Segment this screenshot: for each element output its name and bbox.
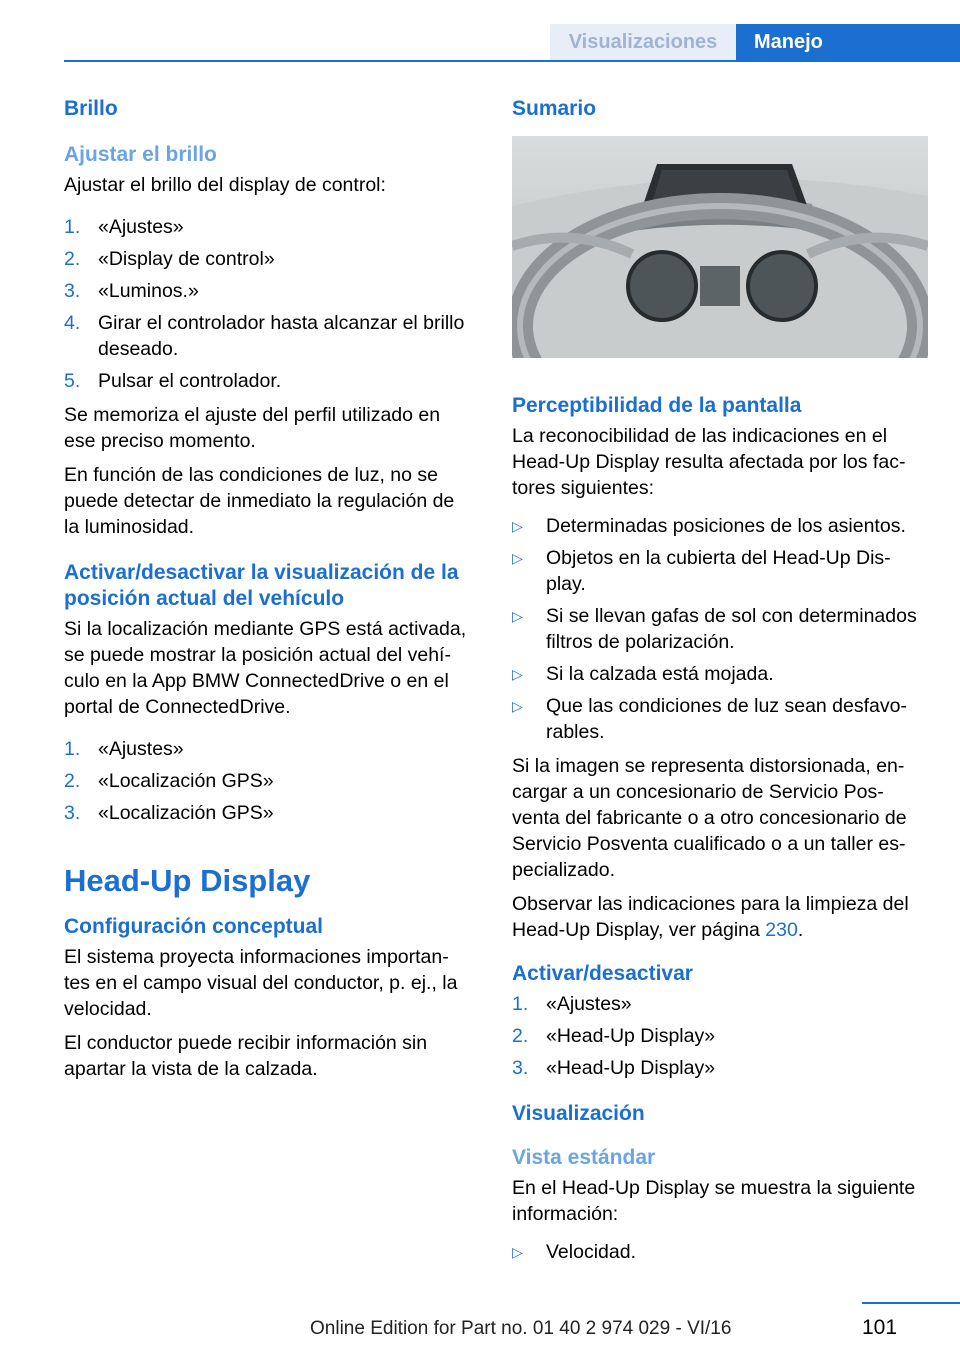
header-rule <box>64 60 960 62</box>
triangle-bullet-icon: ▷ <box>512 698 523 714</box>
hud-steps-list <box>512 991 928 1081</box>
brillo-heading: Brillo <box>64 97 118 120</box>
list-item: 3. «Localización GPS» <box>64 802 274 824</box>
list-item: 3. «Luminos.» <box>64 280 199 302</box>
left-column <box>64 96 474 1090</box>
vista-estandar-heading: Vista estándar <box>512 1146 656 1169</box>
configuracion-text-1: El sistema proyecta informaciones importan‐ tes en el campo visual del conductor, p. ej., la velocidad. <box>64 946 458 1020</box>
configuracion-text-2: El conductor puede recibir información sin apartar la vista de la calzada. <box>64 1032 428 1080</box>
funcion-luz-text: En función de las condiciones de luz, no se puede detectar de inmediato la regulación de la luminosidad. <box>64 464 455 538</box>
triangle-bullet-icon: ▷ <box>512 608 523 624</box>
vista-estandar-text: En el Head-Up Display se muestra la siguiente información: <box>512 1177 916 1225</box>
list-item: 2. «Head-Up Display» <box>512 1025 716 1047</box>
configuracion-heading: Configuración conceptual <box>64 915 324 938</box>
header-chapter-tab: Manejo <box>736 24 960 61</box>
limpieza-text: Observar las indicaciones para la limpieza del Head-Up Display, ver página 230. <box>512 893 909 941</box>
list-item: ▷ Que las condiciones de luz sean desfavo‐ rables. <box>512 695 907 743</box>
list-item: 1. «Ajustes» <box>512 993 632 1015</box>
list-item: ▷ Objetos en la cubierta del Head-Up Dis‐ play. <box>512 547 891 595</box>
right-column <box>512 96 928 1273</box>
list-item: ▷ Si se llevan gafas de sol con determinados filtros de polarización. <box>512 605 917 653</box>
distorsionada-text: Si la imagen se representa distorsionada, en‐ cargar a un concesionario de Servicio Pos‐ venta del fabricante o a otro concesionario de Servicio Posventa cualificado o a un taller es‐ pecializado. <box>512 755 907 881</box>
informacion-list <box>512 1239 928 1265</box>
triangle-bullet-icon: ▷ <box>512 666 523 682</box>
ajustar-brillo-text: Ajustar el brillo del display de control: <box>64 174 386 196</box>
page-link[interactable]: 230 <box>765 919 798 941</box>
gps-steps-list <box>64 736 474 826</box>
list-item: ▷ Velocidad. <box>512 1241 636 1263</box>
perceptibilidad-text: La reconocibilidad de las indicaciones en el Head-Up Display resulta afectada por los fac‐ tores siguientes: <box>512 425 906 499</box>
list-item: 1. «Ajustes» <box>64 216 184 238</box>
list-item: 1. «Ajustes» <box>64 738 184 760</box>
activar-posicion-text: Si la localización mediante GPS está activada, se puede mostrar la posición actual del vehí‐ culo en la App BMW ConnectedDrive o en el portal de ConnectedDrive. <box>64 618 467 718</box>
triangle-bullet-icon: ▷ <box>512 550 523 566</box>
sumario-heading: Sumario <box>512 97 597 120</box>
list-item: 5. Pulsar el controlador. <box>64 370 282 392</box>
dashboard-photo <box>512 136 928 358</box>
list-item: 3. «Head-Up Display» <box>512 1057 716 1079</box>
list-item: ▷ Determinadas posiciones de los asientos. <box>512 515 906 537</box>
head-up-display-heading: Head-Up Display <box>64 863 311 898</box>
list-item: ▷ Si la calzada está mojada. <box>512 663 774 685</box>
visualizacion-heading: Visualización <box>512 1102 645 1125</box>
triangle-bullet-icon: ▷ <box>512 518 523 534</box>
page-number: 101 <box>862 1316 898 1339</box>
ajustar-brillo-heading: Ajustar el brillo <box>64 143 217 166</box>
header-section-tab: Visualizaciones <box>550 24 736 61</box>
list-item: 2. «Display de control» <box>64 248 275 270</box>
page-number-rule <box>862 1302 960 1304</box>
activar-posicion-heading: Activar/desactivar la visualización de la posición actual del vehículo <box>64 561 459 610</box>
list-item: 2. «Localización GPS» <box>64 770 274 792</box>
edition-footer: Online Edition for Part no. 01 40 2 974 029 - VI/16 <box>310 1318 732 1339</box>
triangle-bullet-icon: ▷ <box>512 1244 523 1260</box>
list-item: 4. Girar el controlador hasta alcanzar el brillo deseado. <box>64 312 465 360</box>
activar-desactivar-heading: Activar/desactivar <box>512 962 693 985</box>
factores-list <box>512 513 928 745</box>
brillo-steps-list <box>64 214 474 394</box>
perceptibilidad-heading: Perceptibilidad de la pantalla <box>512 394 802 417</box>
memoriza-text: Se memoriza el ajuste del perfil utilizado en ese preciso momento. <box>64 404 441 452</box>
